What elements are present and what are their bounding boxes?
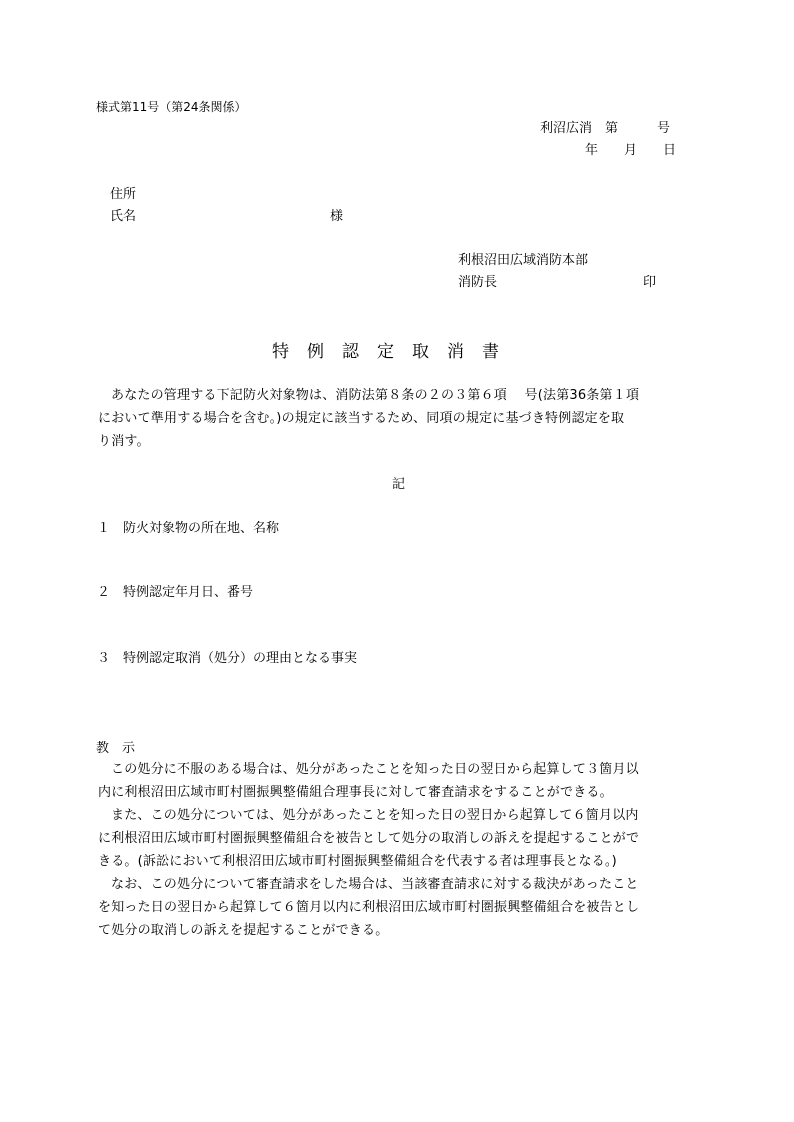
body-paragraph [98,384,710,453]
notice-line: を知った日の翌日から起算して６箇月以内に利根沼田広域市町村圏振興整備組合を被告とし [98,900,640,915]
notice-line: て処分の取消しの訴えを提起することができる。 [98,923,389,938]
issuer-organization: 利根沼田広域消防本部 [458,253,589,268]
item-revocation-reason: ３ 特例認定取消（処分）の理由となる事実 [97,651,358,666]
notice-line: また、この処分については、処分があったことを知った日の翌日から起算して６箇月以内 [111,808,639,823]
notice-line: に利根沼田広域市町村圏振興整備組合を被告として処分の取消しの訴えを提起することがで [98,831,640,846]
body-line: り消す。 [98,434,150,449]
item-certification-date-number: ２ 特例認定年月日、番号 [97,585,254,600]
notice-heading: 教 示 [96,741,136,756]
body-line: あなたの管理する下記防火対象物は、消防法第８条の２の３第６項 号(法第36条第１項 [111,388,640,403]
notice-line: なお、この処分について審査請求をした場合は、当該審査請求に対する裁決があったこと [111,877,639,892]
recipient-address-label: 住所 [110,187,137,202]
ki-heading: 記 [392,477,406,492]
issuer-title: 消防長 [458,275,498,290]
item-location-name: １ 防火対象物の所在地、名称 [97,521,280,536]
honorific: 様 [330,209,344,224]
body-line: において準用する場合を含む。)の規定に該当するため、同項の規定に基づき特例認定を取 [98,411,625,426]
document-title: 特例認定取消書 [272,342,517,362]
form-number: 様式第11号（第24条関係） [96,100,247,114]
document-number: 利沼広消 第 号 [540,121,671,136]
notice-line: 内に利根沼田広域市町村圏振興整備組合理事長に対して審査請求をすることができる。 [98,785,613,800]
notice-line: きる。(訴訟において利根沼田広域市町村圏振興整備組合を代表する者は理事長となる。) [98,854,617,869]
seal-mark: 印 [643,275,657,290]
notice-paragraph [98,758,710,942]
issue-date: 年 月 日 [585,143,677,158]
notice-line: この処分に不服のある場合は、処分があったことを知った日の翌日から起算して３箇月以 [111,762,639,777]
recipient-name-label: 氏名 [110,209,137,224]
